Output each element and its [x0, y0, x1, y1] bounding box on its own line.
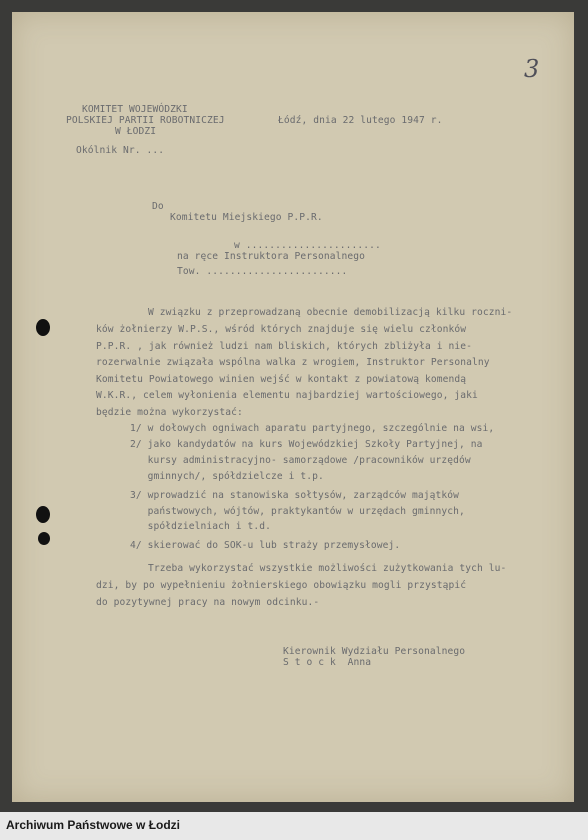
text-line: Komitetu Powiatowego winien wejść w kontakt z powiatową komendą [96, 374, 467, 385]
recipient-in-line: w ....................... [234, 240, 381, 251]
place-and-date: Łódź, dnia 22 lutego 1947 r. [278, 115, 443, 126]
text-line: W.K.R., celem wyłonienia elementu najbardziej wartościowego, jaki [96, 390, 478, 401]
archive-caption-bar [0, 812, 588, 840]
text-line: W związku z przeprowadzaną obecnie demobilizacją kilku roczni- [148, 307, 513, 318]
punch-hole-top [36, 319, 50, 336]
org-name-line2: POLSKIEJ PARTII ROBOTNICZEJ [66, 115, 225, 126]
org-name-line1: KOMITET WOJEWÓDZKI [82, 104, 188, 115]
list-item: 4/ skierować do SOK-u lub straży przemysłowej. [130, 540, 401, 551]
text-line: dzi, by po wypełnieniu żołnierskiego obowiązku mogli przystąpić [96, 580, 467, 591]
archive-caption: Archiwum Państwowe w Łodzi [6, 818, 181, 832]
signature-title: Kierownik Wydziału Personalnego [283, 646, 466, 657]
list-item: 2/ jako kandydatów na kurs Wojewódzkiej Szkoły Partyjnej, na [130, 439, 483, 450]
recipient-attention: na ręce Instruktora Personalnego [177, 251, 366, 262]
recipient-committee: Komitetu Miejskiego P.P.R. [170, 212, 323, 223]
text-line: P.P.R. , jak również ludzi nam bliskich, których zbliżyła i nie- [96, 341, 473, 352]
handwritten-page-number: 3 [524, 55, 540, 83]
text-line: do pozytywnej pracy na nowym odcinku.- [96, 597, 320, 608]
list-item-continuation: gminnych/, spółdzielcze i t.p. [130, 471, 324, 482]
circular-number: Okólnik Nr. ... [76, 145, 165, 156]
text-line: ków żołnierzy W.P.S., wśród których znajduje się wielu członków [96, 324, 467, 335]
list-item-continuation: państwowych, wójtów, praktykantów w urzędach gminnych, [130, 506, 465, 517]
punch-hole-middle [36, 506, 50, 523]
punch-hole-lower [38, 532, 50, 545]
signature-name: S t o c k Anna [283, 657, 372, 668]
recipient-name-line: Tow. ........................ [177, 266, 348, 277]
list-item-continuation: spółdzielniach i t.d. [130, 521, 272, 532]
text-line: rozerwalnie związała wspólna walka z wrogiem, Instruktor Personalny [96, 357, 490, 368]
recipient-to: Do [152, 201, 164, 212]
org-name-line3: W ŁODZI [115, 126, 157, 137]
list-item: 1/ w dołowych ogniwach aparatu partyjnego, szczególnie na wsi, [130, 423, 495, 434]
list-item-continuation: kursy administracyjno- samorządowe /pracowników urzędów [130, 455, 471, 466]
list-item: 3/ wprowadzić na stanowiska sołtysów, zarządców majątków [130, 490, 460, 501]
text-line: będzie można wykorzystać: [96, 407, 243, 418]
text-line: Trzeba wykorzystać wszystkie możliwości zużytkowania tych lu- [148, 563, 507, 574]
